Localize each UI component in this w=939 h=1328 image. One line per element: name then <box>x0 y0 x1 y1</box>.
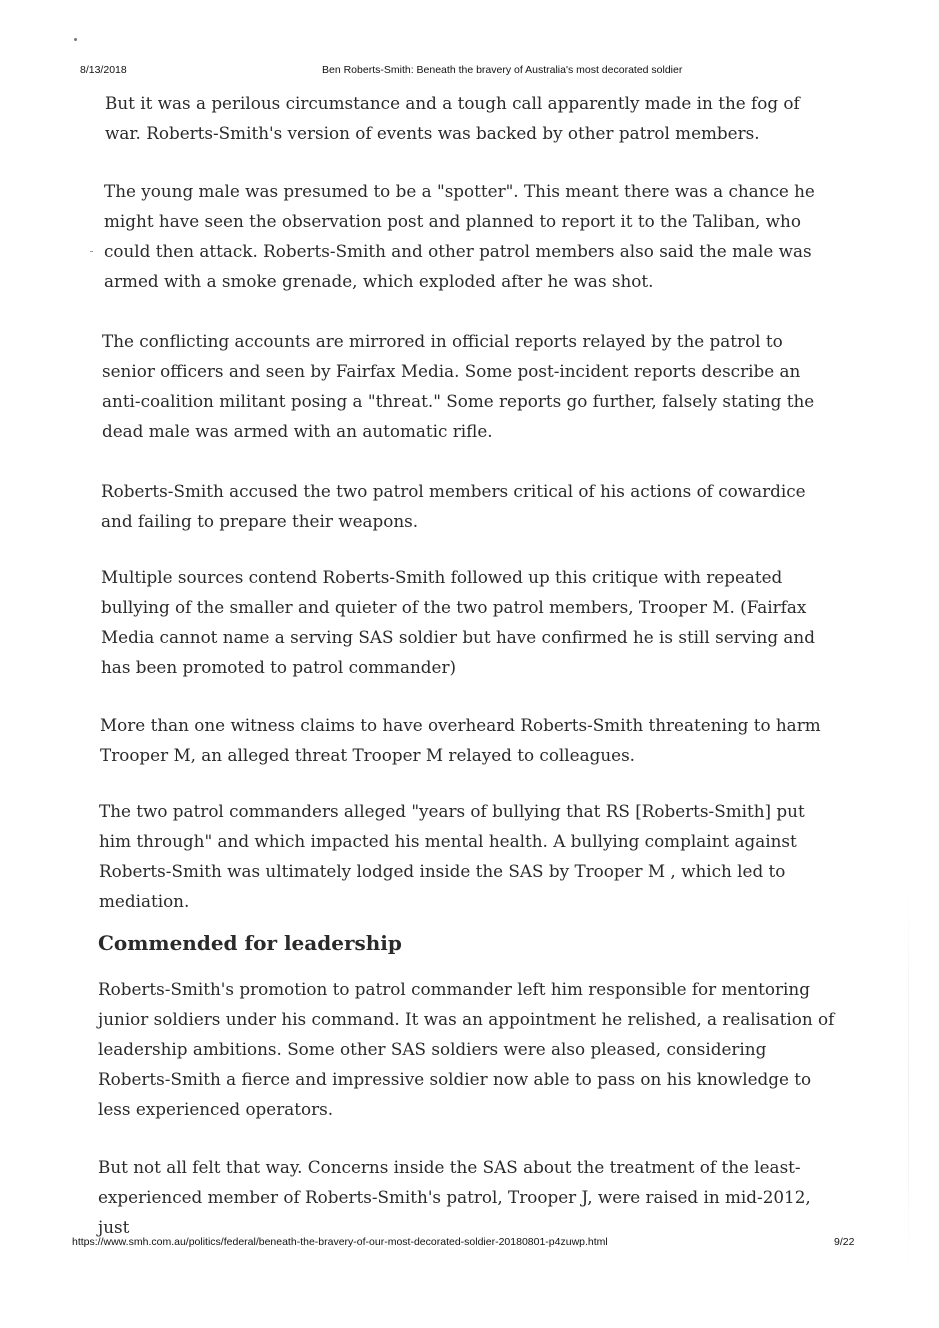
scan-mark <box>90 251 93 252</box>
paragraph: The young male was presumed to be a "spotter". This meant there was a chance he might have seen the observation post and planned to report it to the Taliban, who could then attack. Roberts-Smith and other patrol members also said the male was armed with a smoke grenade, which exploded after he was shot. <box>104 181 815 291</box>
section-heading: Commended for leadership <box>98 931 402 955</box>
print-footer <box>0 1236 939 1252</box>
scan-mark <box>74 38 77 41</box>
print-date: 8/13/2018 <box>80 64 127 76</box>
page-number: 9/22 <box>834 1236 855 1248</box>
paragraph: But it was a perilous circumstance and a tough call apparently made in the fog of war. Roberts-Smith's version of events was backed by other patrol members. <box>105 93 800 143</box>
page-url: https://www.smh.com.au/politics/federal/beneath-the-bravery-of-our-most-decorated-soldier-20180801-p4zuwp.html <box>72 1236 608 1248</box>
paragraph: More than one witness claims to have overheard Roberts-Smith threatening to harm Trooper M, an alleged threat Trooper M relayed to colleagues. <box>100 715 821 765</box>
paragraph: But not all felt that way. Concerns inside the SAS about the treatment of the least-experienced member of Roberts-Smith's patrol, Trooper J, were raised in mid-2012, just <box>98 1157 811 1237</box>
scan-edge <box>908 880 909 1280</box>
paragraph: Roberts-Smith's promotion to patrol commander left him responsible for mentoring junior soldiers under his command. It was an appointment he relished, a realisation of leadership ambitions. Some other SAS soldiers were also pleased, considering Roberts-Smith a fierce and impressive soldier now able to pass on his knowledge to less experienced operators. <box>98 979 835 1119</box>
paragraph: Multiple sources contend Roberts-Smith followed up this critique with repeated bullying of the smaller and quieter of the two patrol members, Trooper M. (Fairfax Media cannot name a serving SAS soldier but have confirmed he is still serving and has been promoted to patrol commander) <box>101 567 815 677</box>
paragraph: The conflicting accounts are mirrored in official reports relayed by the patrol to senior officers and seen by Fairfax Media. Some post-incident reports describe an anti-coalition militant posing a "threat." Some reports go further, falsely stating the dead male was armed with an automatic rifle. <box>102 331 815 441</box>
paragraph: The two patrol commanders alleged "years of bullying that RS [Roberts-Smith] put him through" and which impacted his mental health. A bullying complaint against Roberts-Smith was ultimately lodged inside the SAS by Trooper M , which led to mediation. <box>99 801 805 911</box>
print-title: Ben Roberts-Smith: Beneath the bravery of Australia's most decorated soldier <box>322 64 683 76</box>
print-header <box>0 64 939 80</box>
paragraph: Roberts-Smith accused the two patrol members critical of his actions of cowardice and failing to prepare their weapons. <box>101 481 806 531</box>
